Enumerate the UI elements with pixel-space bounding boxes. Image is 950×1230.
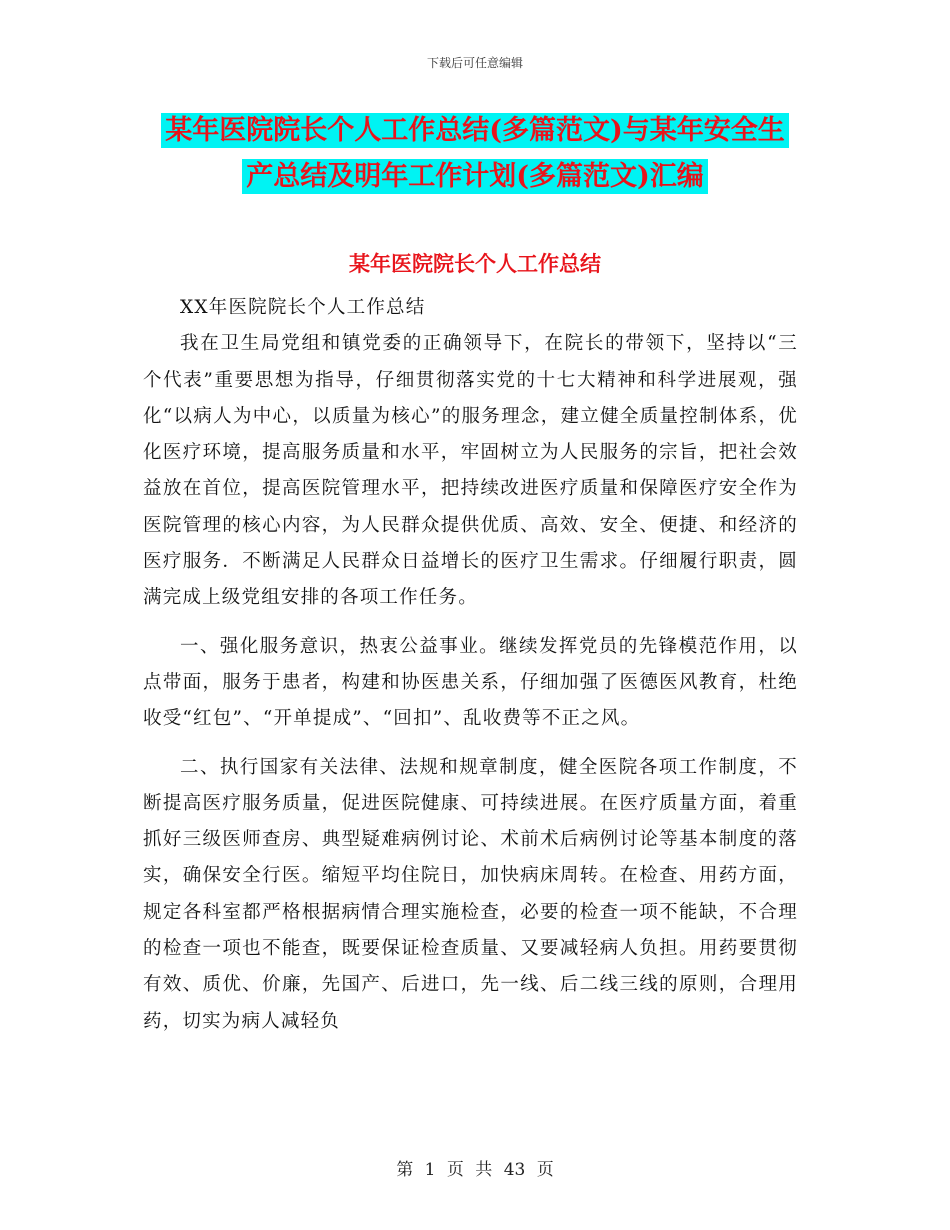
footer-total-pages: 43 — [503, 1160, 526, 1180]
page-footer — [0, 1155, 950, 1180]
paragraph-intro: 我在卫生局党组和镇党委的正确领导下，在院长的带领下，坚持以“三个代表”重要思想为指导，仔细贯彻落实党的十七大精神和科学进展观，强化“以病人为中心，以质量为核心”的服务理念，建立健全质量控制体系，优化医疗环境，提高服务质量和水平，牢固树立为人民服务的宗旨，把社会效益放在首位，提高医院管理水平，把持续改进医疗质量和保障医疗安全作为医院管理的核心内容，为人民群众提供优质、高效、安全、便捷、和经济的医疗服务．不断满足人民群众日益增长的医疗卫生需求。仔细履行职责，圆满完成上级党组安排的各项工作任务。 — [143, 333, 798, 609]
section-title: 某年医院院长个人工作总结 — [349, 251, 601, 276]
paragraph-section-1: 一、强化服务意识，热衷公益事业。继续发挥党员的先锋模范作用，以点带面，服务于患者，构建和协医患关系，仔细加强了医德医风教育，杜绝收受“红包”、“开单提成”、“回扣”、乱收费等不正之风。 — [143, 635, 798, 730]
paragraph-section-2: 二、执行国家有关法律、法规和规章制度，健全医院各项工作制度，不断提高医疗服务质量，促进医院健康、可持续进展。在医疗质量方面，着重抓好三级医师查房、典型疑难病例讨论、术前术后病例讨论等基本制度的落实，确保安全行医。缩短平均住院日，加快病床周转。在检查、用药方面，规定各科室都严格根据病情合理实施检查，必要的检查一项不能缺，不合理的检查一项也不能查，既要保证检查质量、又要减轻病人负担。用药要贯彻有效、质优、价廉，先国产、后进口，先一线、后二线三线的原则，合理用药，切实为病人减轻负 — [143, 756, 798, 1032]
title-line-1 — [0, 108, 950, 154]
footer-page-unit: 页 — [446, 1160, 464, 1180]
page-header-note: 下载后可任意编辑 — [426, 56, 523, 70]
title-line-2 — [0, 154, 950, 200]
body-text — [143, 290, 798, 1040]
footer-page-number: 1 — [424, 1160, 436, 1180]
footer-prefix: 第 — [396, 1160, 414, 1180]
footer-total-unit: 页 — [536, 1160, 554, 1180]
paragraph-subtitle: XX年医院院长个人工作总结 — [180, 297, 426, 318]
document-title — [0, 108, 950, 200]
title-line-2-text: 产总结及明年工作计划(多篇范文)汇编 — [242, 159, 708, 194]
footer-total-prefix: 共 — [475, 1160, 493, 1180]
title-line-1-text: 某年医院院长个人工作总结(多篇范文)与某年安全生 — [161, 113, 789, 148]
